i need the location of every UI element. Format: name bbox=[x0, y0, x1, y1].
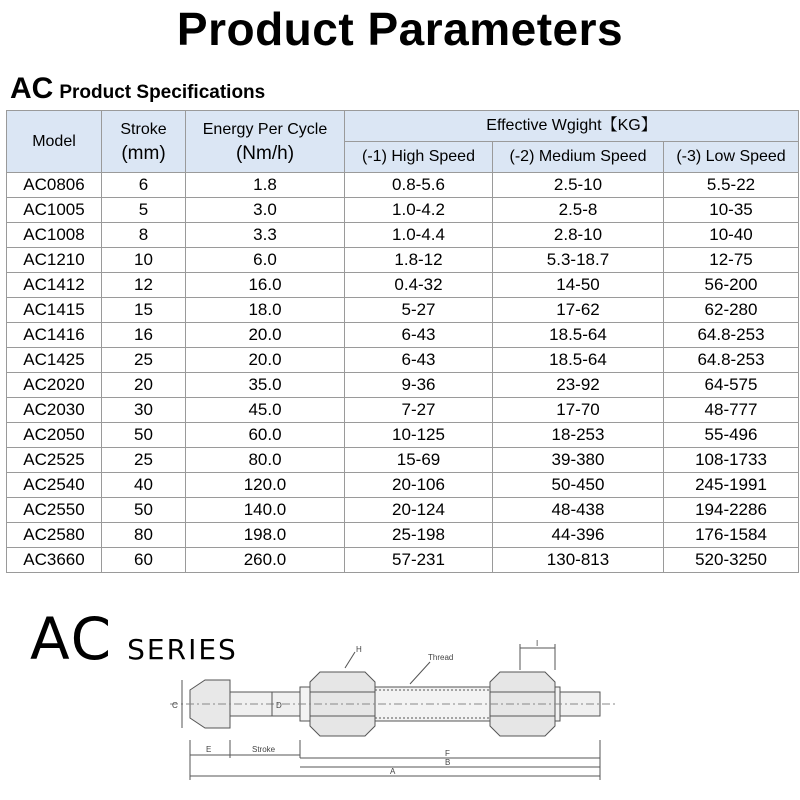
cell-energy: 80.0 bbox=[186, 448, 345, 473]
cell-energy: 60.0 bbox=[186, 423, 345, 448]
cell-stroke: 25 bbox=[102, 348, 186, 373]
cell-high-speed: 10-125 bbox=[345, 423, 493, 448]
cell-high-speed: 0.4-32 bbox=[345, 273, 493, 298]
cell-energy: 20.0 bbox=[186, 348, 345, 373]
label-c: C bbox=[172, 701, 178, 710]
label-a: A bbox=[390, 767, 396, 776]
spec-subtitle bbox=[10, 72, 265, 106]
cell-low-speed: 64.8-253 bbox=[664, 348, 799, 373]
cell-energy: 3.0 bbox=[186, 198, 345, 223]
cell-low-speed: 194-2286 bbox=[664, 498, 799, 523]
table-row bbox=[7, 398, 799, 423]
cell-model: AC1412 bbox=[7, 273, 102, 298]
cell-high-speed: 6-43 bbox=[345, 348, 493, 373]
cell-model: AC1415 bbox=[7, 298, 102, 323]
cell-model: AC1008 bbox=[7, 223, 102, 248]
label-b: B bbox=[445, 758, 451, 767]
cell-model: AC2050 bbox=[7, 423, 102, 448]
cell-stroke: 40 bbox=[102, 473, 186, 498]
cell-medium-speed: 2.5-8 bbox=[493, 198, 664, 223]
cell-low-speed: 12-75 bbox=[664, 248, 799, 273]
cell-stroke: 80 bbox=[102, 523, 186, 548]
cell-energy: 140.0 bbox=[186, 498, 345, 523]
cell-medium-speed: 39-380 bbox=[493, 448, 664, 473]
cell-medium-speed: 130-813 bbox=[493, 548, 664, 573]
cell-energy: 16.0 bbox=[186, 273, 345, 298]
header-energy-label: Energy Per Cycle bbox=[202, 120, 328, 138]
cell-high-speed: 25-198 bbox=[345, 523, 493, 548]
cell-stroke: 16 bbox=[102, 323, 186, 348]
cell-energy: 6.0 bbox=[186, 248, 345, 273]
cell-medium-speed: 17-62 bbox=[493, 298, 664, 323]
spec-table-body bbox=[7, 173, 799, 573]
cell-medium-speed: 50-450 bbox=[493, 473, 664, 498]
cell-stroke: 25 bbox=[102, 448, 186, 473]
cell-high-speed: 7-27 bbox=[345, 398, 493, 423]
cell-stroke: 6 bbox=[102, 173, 186, 198]
cell-energy: 120.0 bbox=[186, 473, 345, 498]
cell-model: AC2550 bbox=[7, 498, 102, 523]
cell-low-speed: 64.8-253 bbox=[664, 323, 799, 348]
cell-energy: 260.0 bbox=[186, 548, 345, 573]
table-row bbox=[7, 498, 799, 523]
table-row bbox=[7, 548, 799, 573]
cell-high-speed: 6-43 bbox=[345, 323, 493, 348]
label-h: H bbox=[356, 645, 362, 654]
page-title: Product Parameters bbox=[176, 3, 624, 55]
cell-medium-speed: 23-92 bbox=[493, 373, 664, 398]
cell-energy: 35.0 bbox=[186, 373, 345, 398]
cell-low-speed: 62-280 bbox=[664, 298, 799, 323]
table-row bbox=[7, 223, 799, 248]
cell-high-speed: 15-69 bbox=[345, 448, 493, 473]
header-stroke-label: Stroke bbox=[120, 120, 167, 138]
cell-medium-speed: 5.3-18.7 bbox=[493, 248, 664, 273]
table-row bbox=[7, 523, 799, 548]
header-high-speed: (-1) High Speed bbox=[345, 142, 493, 173]
cell-low-speed: 55-496 bbox=[664, 423, 799, 448]
cell-energy: 1.8 bbox=[186, 173, 345, 198]
cell-high-speed: 57-231 bbox=[345, 548, 493, 573]
table-row bbox=[7, 273, 799, 298]
cell-stroke: 50 bbox=[102, 498, 186, 523]
cell-stroke: 8 bbox=[102, 223, 186, 248]
header-stroke bbox=[102, 111, 186, 173]
cell-stroke: 30 bbox=[102, 398, 186, 423]
cell-model: AC2020 bbox=[7, 373, 102, 398]
cell-energy: 198.0 bbox=[186, 523, 345, 548]
cell-medium-speed: 14-50 bbox=[493, 273, 664, 298]
cell-energy: 18.0 bbox=[186, 298, 345, 323]
table-row bbox=[7, 473, 799, 498]
cell-model: AC2525 bbox=[7, 448, 102, 473]
cell-high-speed: 1.0-4.2 bbox=[345, 198, 493, 223]
label-stroke: Stroke bbox=[252, 745, 276, 754]
cell-stroke: 10 bbox=[102, 248, 186, 273]
table-row bbox=[7, 423, 799, 448]
cell-high-speed: 5-27 bbox=[345, 298, 493, 323]
series-label: SERIES bbox=[127, 633, 238, 666]
table-row bbox=[7, 348, 799, 373]
subtitle-series: AC bbox=[10, 72, 54, 105]
spec-table bbox=[6, 110, 799, 573]
series-name: AC bbox=[30, 605, 114, 673]
cell-model: AC2030 bbox=[7, 398, 102, 423]
cell-medium-speed: 2.5-10 bbox=[493, 173, 664, 198]
cell-model: AC3660 bbox=[7, 548, 102, 573]
cell-medium-speed: 18.5-64 bbox=[493, 348, 664, 373]
cell-medium-speed: 18-253 bbox=[493, 423, 664, 448]
cell-stroke: 60 bbox=[102, 548, 186, 573]
cell-low-speed: 48-777 bbox=[664, 398, 799, 423]
cell-medium-speed: 44-396 bbox=[493, 523, 664, 548]
cell-model: AC1416 bbox=[7, 323, 102, 348]
cell-high-speed: 20-124 bbox=[345, 498, 493, 523]
cell-low-speed: 64-575 bbox=[664, 373, 799, 398]
label-thread: Thread bbox=[428, 653, 454, 662]
cell-medium-speed: 48-438 bbox=[493, 498, 664, 523]
table-row bbox=[7, 248, 799, 273]
header-energy-unit: (Nm/h) bbox=[235, 142, 295, 164]
cell-low-speed: 5.5-22 bbox=[664, 173, 799, 198]
cell-stroke: 12 bbox=[102, 273, 186, 298]
cell-medium-speed: 18.5-64 bbox=[493, 323, 664, 348]
cell-low-speed: 108-1733 bbox=[664, 448, 799, 473]
cell-low-speed: 176-1584 bbox=[664, 523, 799, 548]
cell-low-speed: 56-200 bbox=[664, 273, 799, 298]
header-stroke-unit: (mm) bbox=[121, 142, 166, 164]
cell-stroke: 5 bbox=[102, 198, 186, 223]
table-row bbox=[7, 173, 799, 198]
cell-low-speed: 520-3250 bbox=[664, 548, 799, 573]
cell-medium-speed: 2.8-10 bbox=[493, 223, 664, 248]
cell-stroke: 50 bbox=[102, 423, 186, 448]
subtitle-text: Product Specifications bbox=[59, 82, 266, 103]
cell-model: AC1210 bbox=[7, 248, 102, 273]
cell-model: AC2540 bbox=[7, 473, 102, 498]
table-row bbox=[7, 373, 799, 398]
cell-model: AC0806 bbox=[7, 173, 102, 198]
cell-energy: 20.0 bbox=[186, 323, 345, 348]
cell-model: AC2580 bbox=[7, 523, 102, 548]
cell-low-speed: 10-35 bbox=[664, 198, 799, 223]
cell-stroke: 20 bbox=[102, 373, 186, 398]
header-medium-speed: (-2) Medium Speed bbox=[493, 142, 664, 173]
header-model: Model bbox=[7, 111, 102, 173]
cell-energy: 45.0 bbox=[186, 398, 345, 423]
cell-low-speed: 245-1991 bbox=[664, 473, 799, 498]
cell-high-speed: 20-106 bbox=[345, 473, 493, 498]
label-i: I bbox=[536, 640, 539, 648]
label-e: E bbox=[206, 745, 212, 754]
table-row bbox=[7, 298, 799, 323]
cell-high-speed: 1.0-4.4 bbox=[345, 223, 493, 248]
header-energy bbox=[186, 111, 345, 173]
header-effective-weight: Effective Wgight【KG】 bbox=[345, 111, 799, 142]
cell-medium-speed: 17-70 bbox=[493, 398, 664, 423]
cell-high-speed: 0.8-5.6 bbox=[345, 173, 493, 198]
cell-model: AC1425 bbox=[7, 348, 102, 373]
label-f: F bbox=[445, 749, 450, 758]
cell-model: AC1005 bbox=[7, 198, 102, 223]
shock-absorber-drawing bbox=[160, 640, 620, 790]
cell-high-speed: 1.8-12 bbox=[345, 248, 493, 273]
cell-low-speed: 10-40 bbox=[664, 223, 799, 248]
table-row bbox=[7, 448, 799, 473]
cell-stroke: 15 bbox=[102, 298, 186, 323]
label-d: D bbox=[276, 701, 282, 710]
table-row bbox=[7, 323, 799, 348]
table-row bbox=[7, 198, 799, 223]
cell-high-speed: 9-36 bbox=[345, 373, 493, 398]
header-low-speed: (-3) Low Speed bbox=[664, 142, 799, 173]
cell-energy: 3.3 bbox=[186, 223, 345, 248]
